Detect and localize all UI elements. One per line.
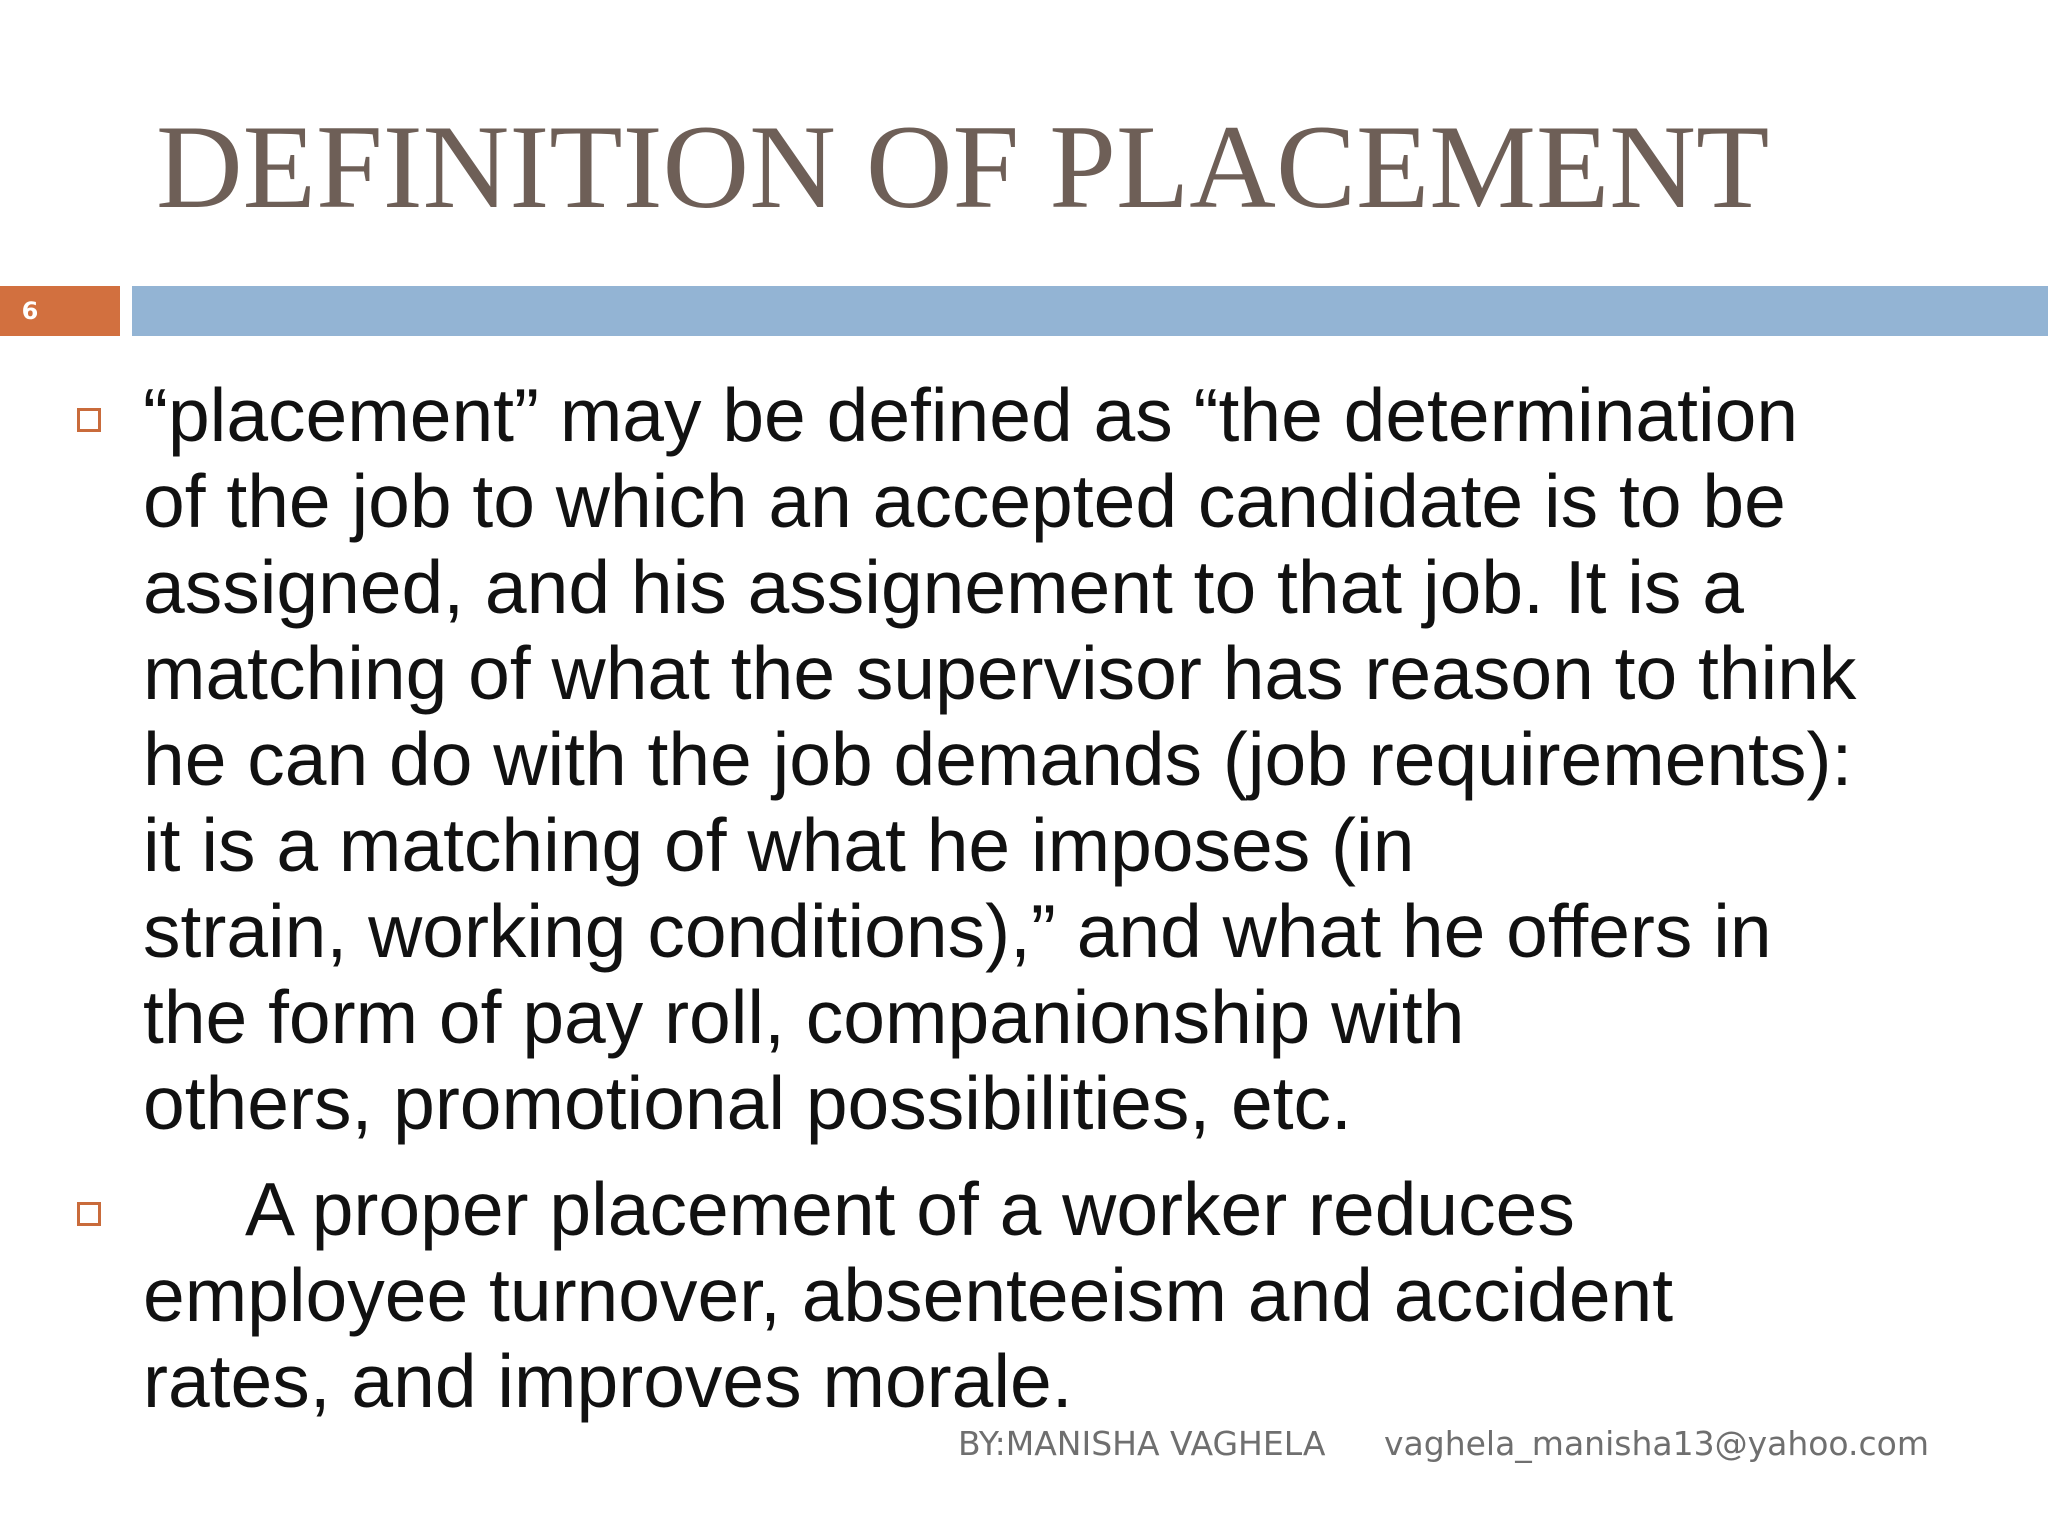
bullet-list	[0, 372, 2048, 1424]
slide-number: 6	[21, 297, 39, 325]
bullet-text-line: A proper placement of a worker reduces	[245, 1167, 1575, 1251]
bullet-text-line: strain, working conditions),” and what he offers in	[143, 889, 1772, 973]
bullet-text-line: assigned, and his assignement to that job. It is a	[143, 545, 1744, 629]
footer-author: BY:MANISHA VAGHELA	[958, 1424, 1326, 1463]
bullet-text-line-wrapper	[143, 1166, 2048, 1252]
bullet-text-line: it is a matching of what he imposes (in	[143, 803, 1415, 887]
bullet-text-line: “placement” may be defined as “the determination	[143, 373, 1799, 457]
bullet-text-line: the form of pay roll, companionship with	[143, 975, 1465, 1059]
footer-email: vaghela_manisha13@yahoo.com	[1384, 1424, 1930, 1463]
bullet-item-definition	[0, 372, 2048, 1146]
slide-number-badge	[0, 286, 120, 336]
square-bullet-icon	[77, 1202, 101, 1226]
bullet-text-line: rates, and improves morale.	[143, 1339, 1073, 1423]
bullet-text-line: employee turnover, absenteeism and accident	[143, 1253, 1674, 1337]
square-bullet-icon	[77, 408, 101, 432]
header-divider-bar	[132, 286, 2048, 336]
bullet-text-line: he can do with the job demands (job requirements):	[143, 717, 1853, 801]
slide-title: DEFINITION OF PLACEMENT	[156, 100, 1770, 233]
bullet-text-line: matching of what the supervisor has reason to think	[143, 631, 1857, 715]
bullet-text-line: of the job to which an accepted candidate is to be	[143, 459, 1786, 543]
bullet-item-benefits	[0, 1166, 2048, 1424]
bullet-text-line: others, promotional possibilities, etc.	[143, 1061, 1352, 1145]
